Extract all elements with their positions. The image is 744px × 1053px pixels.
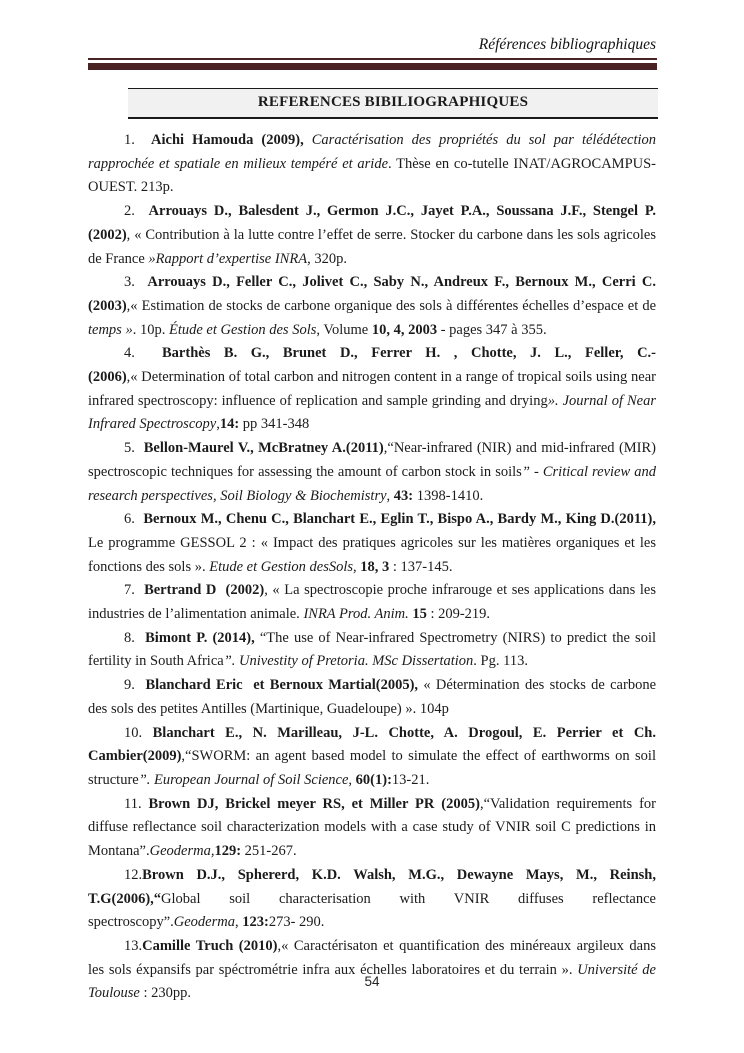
reference-segment: Camille Truch (2010) — [142, 937, 278, 954]
reference-segment: 3. — [124, 274, 148, 291]
reference-segment: 18, 3 — [360, 558, 390, 575]
reference-segment: 15 — [412, 606, 427, 623]
reference-segment: Geoderma — [173, 914, 235, 931]
reference-segment: Université de Toulouse — [88, 961, 656, 1002]
reference-segment: Arrouays D., Balesdent J., Germon J.C., Jayet P.A., Soussana J.F., Stengel P. (2002) — [88, 203, 656, 243]
reference-segment: 12. — [124, 866, 143, 883]
reference-segment: Etude et Gestion desSols — [209, 558, 354, 575]
reference-segment: ,« Caractérisaton et quantification des minéreaux argileux dans les sols éxpansifs par spéctrométrie infra aux échelles laboratoires et du terrain ». — [88, 937, 657, 978]
reference-segment: Barthès B. G., Brunet D., Ferrer H. , Chotte, J. L., Feller, C.- (2006) — [88, 345, 656, 386]
reference-segment: “The use of Near-infrared Spectrometry (NIRS) to predict the soil fertility in South Africa — [88, 629, 656, 670]
reference-segment: Bimont P. (2014), — [145, 629, 260, 646]
reference-segment: 7. — [124, 582, 145, 599]
reference-segment: - pages 347 à 355. — [437, 321, 547, 338]
reference-segment: 9. — [124, 677, 146, 694]
reference-segment: 8. — [124, 629, 146, 646]
reference-segment: 1. — [124, 132, 152, 148]
reference-segment: ” - Critical review and research perspectives, Soil Biology & Biochemistry — [88, 463, 656, 504]
reference-segment: 60(1): — [355, 771, 392, 788]
reference-segment: 1398-1410. — [413, 487, 484, 504]
reference-segment: 251-267. — [241, 843, 297, 860]
reference-segment: ,“Validation requirements for diffuse reflectance soil characterization models with a case study of VNIR soil C predictions in Montana”. — [88, 795, 656, 860]
reference-segment: . 10p. — [132, 321, 169, 338]
reference-segment: . Thèse en co-tutelle INAT/AGROCAMPUS-OUEST. 213p. — [88, 155, 656, 196]
reference-segment: 10. — [124, 724, 153, 741]
reference-segment: 5. — [124, 440, 144, 457]
reference-segment: Aichi Hamouda (2009), — [151, 132, 312, 148]
reference-segment: : 230pp. — [139, 985, 191, 1002]
reference-entry-13 — [88, 935, 656, 1006]
reference-segment: ,“SWORM: an agent based model to simulate the effect of earthworms on soil structure — [88, 748, 656, 788]
reference-segment: , 320p. — [307, 250, 347, 267]
reference-segment: ,“Near-infrared (NIR) and mid-infrared (MIR) spectroscopic techniques for assessing the amount of carbon stock in soils — [88, 440, 657, 480]
reference-segment: Brown DJ, Brickel meyer RS, et Miller PR (2005) — [148, 795, 480, 812]
reference-entry-4 — [88, 342, 656, 437]
reference-entry-5 — [88, 437, 656, 508]
reference-entry-11 — [88, 793, 656, 864]
reference-segment: Blanchard Eric et Bernoux Martial(2005), — [145, 677, 424, 694]
header-rule-thick — [88, 63, 657, 70]
reference-entry-3 — [88, 271, 656, 342]
reference-segment: INRA Prod. Anim. — [303, 606, 409, 623]
page-number: 54 — [364, 974, 380, 989]
reference-segment: Bertrand D (2002) — [144, 582, 265, 599]
reference-entry-7 — [88, 579, 656, 626]
reference-segment: ,« Estimation de stocks de carbone organique des sols à différentes échelles d’espace et de — [126, 297, 656, 314]
reference-segment: 13-21. — [391, 771, 430, 788]
reference-segment: Étude et Gestion des Sols — [168, 321, 317, 338]
reference-segment: ”. Univestity of Pretoria. MSc Dissertation — [223, 653, 474, 670]
reference-segment: 6. — [124, 511, 144, 528]
references-list — [88, 129, 656, 1006]
reference-segment: Caractérisation des propriétés du sol par télédétection rapprochée et spatiale en milieux tempéré et aride — [88, 132, 657, 172]
reference-segment: ». Journal of Near Infrared Spectroscopy — [88, 392, 657, 433]
reference-segment: »Rapport d’expertise INRA — [148, 250, 308, 267]
reference-segment: 43: — [393, 487, 414, 504]
reference-entry-9 — [88, 674, 656, 721]
reference-segment: . Pg. 113. — [473, 653, 528, 670]
reference-entry-10 — [88, 722, 656, 793]
reference-segment: 14: — [219, 416, 240, 433]
reference-entry-6 — [88, 508, 656, 579]
reference-segment: , — [386, 487, 394, 504]
reference-segment: : 209-219. — [426, 606, 491, 623]
reference-segment: : 137-145. — [389, 558, 453, 575]
reference-segment: , — [234, 914, 243, 931]
reference-segment: , « Contribution à la lutte contre l’effet de serre. Stocker du carbone dans les sols agricoles de France — [88, 226, 656, 267]
reference-segment: Brown D.J., Sphererd, K.D. Walsh, M.G., Dewayne Mays, M., Reinsh, T.G(2006),“ — [88, 866, 656, 907]
reference-segment: Global soil characterisation with VNIR diffuses reflectance spectroscopy”. — [88, 890, 656, 931]
reference-segment: « Détermination des stocks de carbone des sols des petites Antilles (Martinique, Guadeloupe) ». 104p — [88, 677, 657, 717]
reference-segment: pp 341-348 — [239, 416, 310, 433]
reference-segment: temps » — [88, 321, 133, 338]
reference-segment: Geoderma, — [149, 843, 215, 860]
section-title: REFERENCES BIBILIOGRAPHIQUES — [257, 94, 529, 110]
reference-entry-8 — [88, 627, 656, 674]
reference-entry-2 — [88, 200, 656, 271]
reference-segment: , — [216, 416, 220, 433]
reference-segment: , Volume — [316, 321, 372, 338]
reference-segment: 10, 4, 2003 — [371, 321, 438, 338]
reference-segment: Le programme GESSOL 2 : « Impact des pratiques agricoles sur les matières organiques et les fonctions des sols ». — [88, 534, 656, 575]
reference-segment: ”. European Journal of Soil Science, — [138, 771, 353, 788]
reference-segment: 4. — [124, 345, 163, 362]
reference-segment: , « La spectroscopie proche infrarouge et ses applications dans les industries de l’alimentation animale. — [88, 582, 657, 623]
reference-segment: Blanchart E., N. Marilleau, J-L. Chotte, A. Drogoul, E. Perrier et Ch. Cambier(2009) — [88, 724, 656, 765]
reference-entry-12 — [88, 864, 656, 935]
reference-segment: 13. — [124, 937, 143, 954]
reference-entry-1 — [88, 129, 656, 200]
header-rule-thin — [88, 58, 657, 60]
reference-segment: 2. — [124, 203, 149, 220]
reference-segment: Bellon-Maurel V., McBratney A.(2011) — [143, 440, 384, 457]
reference-segment: 11. — [124, 795, 149, 812]
reference-segment: 123: — [242, 914, 269, 931]
reference-segment: 129: — [214, 843, 242, 860]
reference-segment: ,« Determination of total carbon and nitrogen content in a range of tropical soils using near infrared spectroscopy: influence of replication and sample grinding and drying — [88, 369, 656, 409]
reference-segment: 273- 290. — [268, 914, 325, 931]
running-header-text: Références bibliographiques — [478, 36, 656, 53]
reference-segment: , — [353, 558, 361, 575]
reference-segment: Bernoux M., Chenu C., Blanchart E., Eglin T., Bispo A., Bardy M., King D.(2011), — [143, 511, 657, 528]
reference-segment: Arrouays D., Feller C., Jolivet C., Saby N., Andreux F., Bernoux M., Cerri C.(2003) — [88, 274, 656, 314]
section-title-box — [128, 88, 658, 119]
